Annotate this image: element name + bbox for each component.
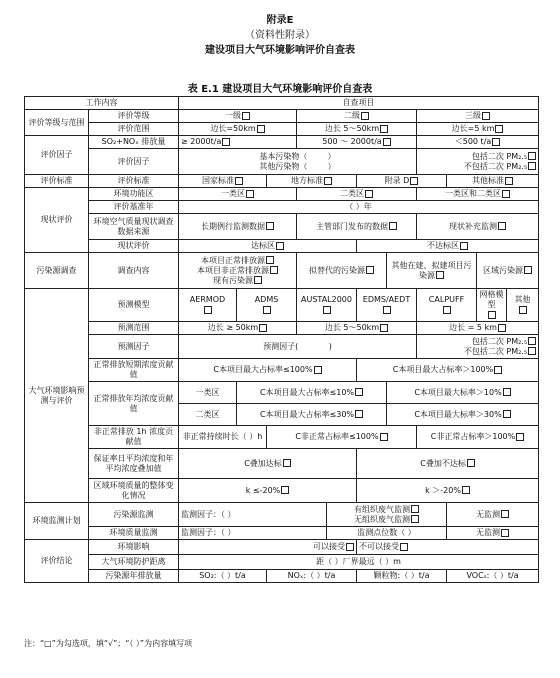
- cell-text: 边长 5～50km: [324, 323, 380, 332]
- cell: [357, 240, 539, 253]
- cell: [447, 527, 539, 540]
- checkbox[interactable]: [383, 306, 391, 314]
- cell-text: C非正常占标率＞100%: [430, 432, 516, 441]
- checkbox[interactable]: [204, 306, 212, 314]
- cell-text: k ≤-20%: [245, 485, 281, 495]
- row-label: 正常排放短期浓度贡献值: [89, 359, 179, 382]
- cell-text: 监测因子：（ ）: [179, 527, 327, 540]
- cell-text: C本项目最大占标率≤30%: [259, 409, 355, 419]
- table-row: [25, 253, 539, 289]
- checkbox[interactable]: [495, 125, 503, 133]
- cell-text: k ＞-20%: [425, 485, 461, 495]
- cell: [179, 479, 357, 503]
- table-row: [25, 426, 539, 449]
- checkbox[interactable]: [467, 459, 475, 467]
- cell: [267, 426, 417, 449]
- group-pollution: 污染源调查: [25, 253, 89, 289]
- cell: [237, 382, 387, 404]
- cell-text: 二级: [344, 111, 360, 120]
- checkbox[interactable]: [355, 410, 363, 418]
- table-row: [25, 289, 539, 322]
- cell-text: ADMS: [254, 295, 279, 304]
- cell-text: 有组织废气监测: [354, 504, 410, 514]
- cell: [179, 335, 417, 359]
- cell: [447, 503, 539, 527]
- checkbox[interactable]: [400, 543, 408, 551]
- cell-text: 其他: [514, 295, 531, 304]
- cell-text: C本项目最大占标率＞100%: [392, 365, 494, 374]
- checkbox[interactable]: [411, 515, 419, 523]
- checkbox[interactable]: [501, 510, 509, 518]
- cell-text: C本项目最大标率＞10%: [414, 387, 502, 397]
- cell-text: 无监测: [476, 509, 501, 519]
- cell-text: 500 ～ 2000t/a: [322, 137, 382, 146]
- cell-text: 其他标准: [472, 176, 505, 185]
- appendix-label: 附录E: [266, 15, 294, 26]
- cell: [387, 404, 539, 426]
- cell: [179, 240, 357, 253]
- cell: [179, 136, 297, 149]
- cell: [357, 479, 539, 503]
- cell-text: 监测点位数（ ）: [327, 527, 447, 540]
- checkbox[interactable]: [270, 266, 278, 274]
- cell-text: ≥ 2000t/a: [181, 137, 222, 146]
- group-level: 评价等级与范围: [25, 110, 89, 136]
- table-note: 注：“□”为勾选项，填“√”；“（ ）”为内容填写项: [24, 639, 193, 648]
- row-label: 预测因子: [89, 335, 179, 359]
- row-label: 保证率日平均浓度和年平均浓度叠加值: [89, 449, 179, 479]
- cell-text: 二类区: [340, 189, 364, 198]
- cell-text: 预测因子(: [263, 341, 299, 351]
- table-row: [25, 570, 539, 583]
- cell-text: 一类区: [179, 382, 237, 404]
- checkbox[interactable]: [528, 337, 536, 345]
- cell-text: 本项目正常排放源: [201, 255, 265, 265]
- cell: [417, 123, 539, 136]
- cell: [357, 289, 417, 322]
- checkbox[interactable]: [494, 366, 502, 374]
- table-row: [25, 110, 539, 123]
- table-row: [25, 175, 539, 188]
- header-work: 工作内容: [25, 97, 179, 110]
- cell: [179, 123, 297, 136]
- cell-text: 区域污染源: [483, 265, 524, 275]
- cell: [297, 110, 417, 123]
- cell: [237, 289, 297, 322]
- cell-text: C非正常占标率≤100%: [295, 432, 379, 441]
- cell-text: 二类区: [179, 404, 237, 426]
- row-label: 环境影响: [89, 540, 179, 555]
- checkbox[interactable]: [380, 125, 388, 133]
- cell-text: ）: [327, 161, 336, 171]
- checkbox[interactable]: [516, 433, 524, 441]
- checkbox[interactable]: [488, 311, 496, 319]
- cell-text: NOₓ:（ ）t/a: [267, 570, 357, 583]
- cell-text: 其他在建、拟建项目污染源: [391, 260, 472, 280]
- row-label: 评价标准: [89, 175, 179, 188]
- cell-text: 国家标准: [202, 176, 234, 185]
- row-label: 预测模型: [89, 289, 179, 322]
- cell-text: 边长 5～50km: [324, 124, 380, 133]
- row-label: 区域环境质量的整体变化情况: [89, 479, 179, 503]
- cell-text: 三级: [465, 111, 482, 120]
- checkbox[interactable]: [383, 138, 391, 146]
- checkbox[interactable]: [246, 190, 254, 198]
- checkbox[interactable]: [259, 324, 267, 332]
- cell-text: C本项目最大标率＞30%: [414, 409, 502, 419]
- cell-text: EDMS/AEDT: [362, 295, 411, 304]
- cell: [297, 322, 417, 335]
- row-label: 污染源年排放量: [89, 570, 179, 583]
- checkbox[interactable]: [281, 486, 289, 494]
- checkbox[interactable]: [323, 306, 331, 314]
- self-check-table: [24, 96, 539, 583]
- group-factor: 评价因子: [25, 136, 89, 175]
- cell: [327, 503, 447, 527]
- cell: [297, 188, 417, 201]
- group-monitor: 环境监测计划: [25, 503, 89, 540]
- row-label: 评价基准年: [89, 201, 179, 214]
- checkbox[interactable]: [460, 242, 468, 250]
- checkbox[interactable]: [235, 177, 243, 185]
- cell: [179, 175, 267, 188]
- cell-text: 不达标区: [427, 241, 460, 250]
- cell: [357, 175, 447, 188]
- checkbox[interactable]: [257, 125, 265, 133]
- table-row: [25, 322, 539, 335]
- cell-text: 现状补充监测: [449, 221, 498, 231]
- checkbox[interactable]: [242, 112, 250, 120]
- cell-text: AUSTAL2000: [301, 295, 352, 304]
- checkbox[interactable]: [436, 271, 444, 279]
- cell-text: AERMOD: [189, 295, 226, 304]
- cell: [417, 188, 539, 201]
- table-row: [25, 359, 539, 382]
- row-label: 污染源监测: [89, 503, 179, 527]
- cell: [507, 289, 539, 322]
- cell: [179, 214, 297, 240]
- cell-text: （ ）年: [179, 201, 539, 214]
- cell-text: 不包括二次 PM₂.₅: [463, 161, 528, 171]
- cell-text: SO₂:（ ）t/a: [179, 570, 267, 583]
- cell-text: 现有污染源: [213, 275, 253, 285]
- cell: [237, 404, 387, 426]
- appendix-kind: （资料性附录）: [245, 30, 315, 41]
- cell-text: 一类区: [221, 189, 245, 198]
- row-label: 现状评价: [89, 240, 179, 253]
- checkbox[interactable]: [366, 266, 374, 274]
- checkbox[interactable]: [346, 543, 354, 551]
- row-label: 环境质量监测: [89, 527, 179, 540]
- cell: [179, 359, 357, 382]
- document-title: 建设项目大气环境影响评价自查表: [205, 45, 355, 56]
- cell: [417, 335, 539, 359]
- cell-text: 包括二次 PM₂.₅: [471, 336, 528, 346]
- row-label: 环境空气质量现状调查数据来源: [89, 214, 179, 240]
- cell: [417, 136, 539, 149]
- checkbox[interactable]: [503, 410, 511, 418]
- cell-text: ＜500 t/a: [454, 137, 492, 146]
- cell-text: 不包括二次 PM₂.₅: [463, 346, 528, 356]
- checkbox[interactable]: [314, 366, 322, 374]
- group-prediction: 大气环境影响预测与评价: [25, 289, 89, 503]
- checkbox[interactable]: [266, 222, 274, 230]
- checkbox[interactable]: [222, 138, 230, 146]
- cell: [267, 175, 357, 188]
- cell: [357, 359, 539, 382]
- table-row: [25, 201, 539, 214]
- cell-text: C本项目最大占标率≤10%: [259, 387, 355, 397]
- row-label: 非正常排放 1h 浓度贡献值: [89, 426, 179, 449]
- cell: [179, 289, 237, 322]
- checkbox[interactable]: [519, 306, 527, 314]
- row-label: 环境功能区: [89, 188, 179, 201]
- cell: [357, 449, 539, 479]
- row-label: 评价等级: [89, 110, 179, 123]
- table-row: [25, 97, 539, 110]
- row-label: 调查内容: [89, 253, 179, 289]
- checkbox[interactable]: [276, 242, 284, 250]
- group-status: 现状评价: [25, 188, 89, 253]
- checkbox[interactable]: [492, 138, 500, 146]
- checkbox[interactable]: [355, 388, 363, 396]
- checkbox[interactable]: [524, 266, 532, 274]
- cell: [477, 289, 507, 322]
- cell-text: C叠加不达标: [420, 458, 466, 468]
- cell-text: 主管部门发布的数据: [316, 221, 388, 231]
- checkbox[interactable]: [283, 459, 291, 467]
- cell-text: 达标区: [251, 241, 275, 250]
- group-standard: 评价标准: [25, 175, 89, 188]
- cell-text: 一级: [225, 111, 241, 120]
- cell: [477, 253, 539, 289]
- cell-text: 网格模型: [479, 290, 504, 309]
- cell-text: 长期例行监测数据: [201, 221, 265, 231]
- cell: [357, 540, 539, 555]
- table-row: [25, 149, 539, 175]
- cell-text: CALPUFF: [428, 295, 465, 304]
- cell-text: 无监测: [476, 528, 501, 537]
- checkbox[interactable]: [502, 190, 510, 198]
- cell: [179, 253, 297, 289]
- checkbox[interactable]: [266, 256, 274, 264]
- cell-text: 地方标准: [291, 176, 323, 185]
- table-row: [25, 123, 539, 136]
- cell-text: 包括二次 PM₂.₅: [471, 151, 528, 161]
- cell-text: 附录 D: [384, 176, 410, 185]
- table-row: [25, 479, 539, 503]
- checkbox[interactable]: [361, 112, 369, 120]
- table-row: [25, 449, 539, 479]
- checkbox[interactable]: [410, 177, 418, 185]
- cell-text: 可以接受: [313, 542, 345, 551]
- cell-text: 边长=50km: [210, 124, 256, 133]
- cell-text: 拟替代的污染源: [309, 265, 365, 275]
- row-label: 评价因子: [89, 149, 179, 175]
- cell-text: 非正常持续时长（ ）h: [179, 426, 267, 449]
- cell-text: 距（ ）厂界最远（ ）m: [179, 555, 539, 570]
- cell: [179, 110, 297, 123]
- table-row: [25, 540, 539, 555]
- cell-text: 边长 = 5 km: [449, 323, 497, 332]
- cell-text: 一类区和二类区: [445, 189, 502, 198]
- checkbox[interactable]: [505, 177, 513, 185]
- cell: [179, 188, 297, 201]
- table-row: [25, 335, 539, 359]
- row-label: 评价范围: [89, 123, 179, 136]
- cell: [297, 123, 417, 136]
- checkbox[interactable]: [380, 433, 388, 441]
- table-caption: 表 E.1 建设项目大气环境影响评价自查表: [187, 84, 373, 95]
- checkbox[interactable]: [411, 505, 419, 513]
- cell-text: 无组织废气监测: [354, 514, 410, 524]
- cell-text: 边长 ≥ 50km: [207, 323, 259, 332]
- checkbox[interactable]: [501, 529, 509, 537]
- cell: [297, 289, 357, 322]
- cell: [417, 149, 539, 175]
- cell: [417, 322, 539, 335]
- cell-text: ）: [327, 151, 336, 161]
- cell: [297, 214, 417, 240]
- cell: [297, 253, 387, 289]
- checkbox[interactable]: [498, 222, 506, 230]
- checkbox[interactable]: [324, 177, 332, 185]
- checkbox[interactable]: [462, 486, 470, 494]
- cell-text: 基本污染物（: [259, 151, 308, 161]
- cell-text: 其他污染物（: [259, 161, 308, 171]
- table-row: [25, 240, 539, 253]
- cell: [179, 149, 417, 175]
- cell: [417, 110, 539, 123]
- table-row: [25, 136, 539, 149]
- row-label: 大气环境防护距离: [89, 555, 179, 570]
- checkbox[interactable]: [365, 190, 373, 198]
- cell-text: 不可以接受: [359, 542, 399, 551]
- row-label: SO₂+NOₓ 排放量: [89, 136, 179, 149]
- cell: [179, 449, 357, 479]
- row-label: 预测范围: [89, 322, 179, 335]
- group-conclusion: 评价结论: [25, 540, 89, 583]
- cell-text: C本项目最大占标率≤100%: [213, 365, 313, 374]
- table-row: [25, 503, 539, 527]
- table-row: [25, 527, 539, 540]
- cell: [387, 382, 539, 404]
- cell: [447, 175, 539, 188]
- checkbox[interactable]: [528, 347, 536, 355]
- cell-text: C叠加达标: [244, 458, 282, 468]
- checkbox[interactable]: [254, 276, 262, 284]
- table-row: [25, 214, 539, 240]
- cell: [179, 322, 297, 335]
- checkbox[interactable]: [380, 324, 388, 332]
- checkbox[interactable]: [389, 222, 397, 230]
- cell: [417, 214, 539, 240]
- table-row: [25, 555, 539, 570]
- cell: [179, 540, 357, 555]
- cell: [297, 136, 417, 149]
- cell: [387, 253, 477, 289]
- checkbox[interactable]: [263, 306, 271, 314]
- cell-text: 颗粒物:（ ）t/a: [357, 570, 447, 583]
- table-row: [25, 188, 539, 201]
- cell: [417, 426, 539, 449]
- checkbox[interactable]: [498, 324, 506, 332]
- cell-text: 本项目非正常排放源: [197, 265, 269, 275]
- checkbox[interactable]: [528, 152, 536, 160]
- cell-text: 边长=5 km: [451, 124, 495, 133]
- checkbox[interactable]: [482, 112, 490, 120]
- cell-text: ): [328, 341, 332, 351]
- checkbox[interactable]: [528, 162, 536, 170]
- cell-text: 监测因子：（ ）: [179, 503, 327, 527]
- row-label: 正常排放年均浓度贡献值: [89, 382, 179, 426]
- cell-text: VOCₛ:（ ）t/a: [447, 570, 539, 583]
- cell: [417, 289, 477, 322]
- checkbox[interactable]: [443, 306, 451, 314]
- checkbox[interactable]: [503, 388, 511, 396]
- table-row: [25, 382, 539, 404]
- header-items: 自查项目: [179, 97, 539, 110]
